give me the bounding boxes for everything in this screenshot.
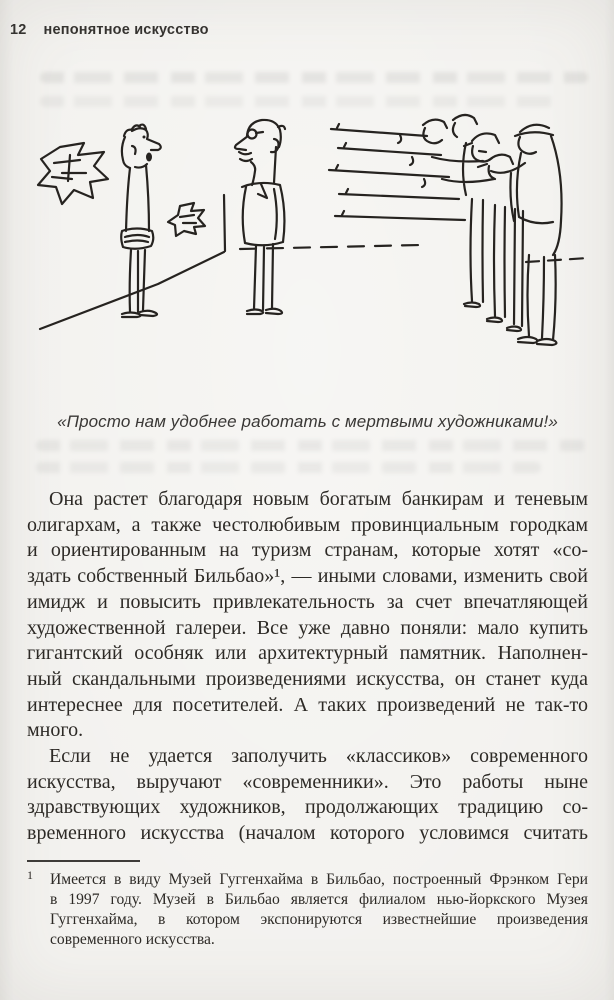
bleed-through-line <box>36 440 586 451</box>
illustration-caption: «Просто нам удобнее работать с мертвыми художниками!» <box>57 412 558 431</box>
bleed-through-line <box>36 462 541 473</box>
footnote <box>27 870 588 950</box>
artist-figure <box>121 125 161 317</box>
body-text-line: интереснее для посетителей. А таких произведений не так-то <box>27 693 588 716</box>
body-text-line: временного искусства (началом которого условимся считать <box>27 822 588 845</box>
body-text-line: здать собственный Бильбао»¹, — иными словами, изменить свой <box>27 565 588 588</box>
body-text <box>27 487 588 847</box>
body-text-line: имидж и повысить привлекательность за счет впечатляющей <box>27 590 588 613</box>
body-text-line: Она растет благодаря новым богатым банкирам и теневым <box>49 488 588 510</box>
body-text-line: много. <box>27 719 84 742</box>
crumpled-paper-small <box>168 203 205 236</box>
footnote-marker: 1 <box>27 868 33 882</box>
bleed-through-line <box>40 72 588 83</box>
footnote-line: Гуггенхайма, в котором экспонируются известнейшие произведения <box>50 911 588 929</box>
footnote-text <box>50 870 588 950</box>
body-text-line: ный скандальными произведениями искусства, он станет куда <box>27 667 588 690</box>
footnote-line: Имеется в виду Музей Гуггенхайма в Бильбао, построенный Фрэнком Гери <box>50 871 588 888</box>
footnote-rule <box>27 860 140 862</box>
crumpled-paper-large <box>38 143 108 204</box>
body-text-line: и ориентированным на туризм странам, которые хотят «со- <box>27 539 588 562</box>
body-text-line: здравствующих художников, продолжающих традицию со- <box>27 796 588 819</box>
body-text-line: гигантский особняк или архитектурный памятник. Наполнен- <box>27 642 588 665</box>
body-text-line: олигархам, а также честолюбивым провинциальным городкам <box>27 513 588 536</box>
page-number: 12 <box>10 22 27 38</box>
footnote-line: в 1997 году. Музей в Бильбао является филиалом нью-йоркского Музея <box>50 891 588 909</box>
curator-figure <box>235 120 285 314</box>
footnote-line: современного искусства. <box>50 931 215 949</box>
body-text-line: Если не удается заполучить «классиков» современного <box>49 745 588 768</box>
running-title: непонятное искусство <box>43 22 209 38</box>
running-header <box>10 22 209 38</box>
body-text-line: художественной галереи. Все уже давно поняли: мало купить <box>27 616 588 639</box>
cartoon-svg <box>28 103 586 403</box>
body-text-line: искусства, выручают «современники». Это работы ныне <box>27 770 588 793</box>
firing-squad-cartoon <box>28 103 586 403</box>
firing-squad <box>329 115 562 345</box>
